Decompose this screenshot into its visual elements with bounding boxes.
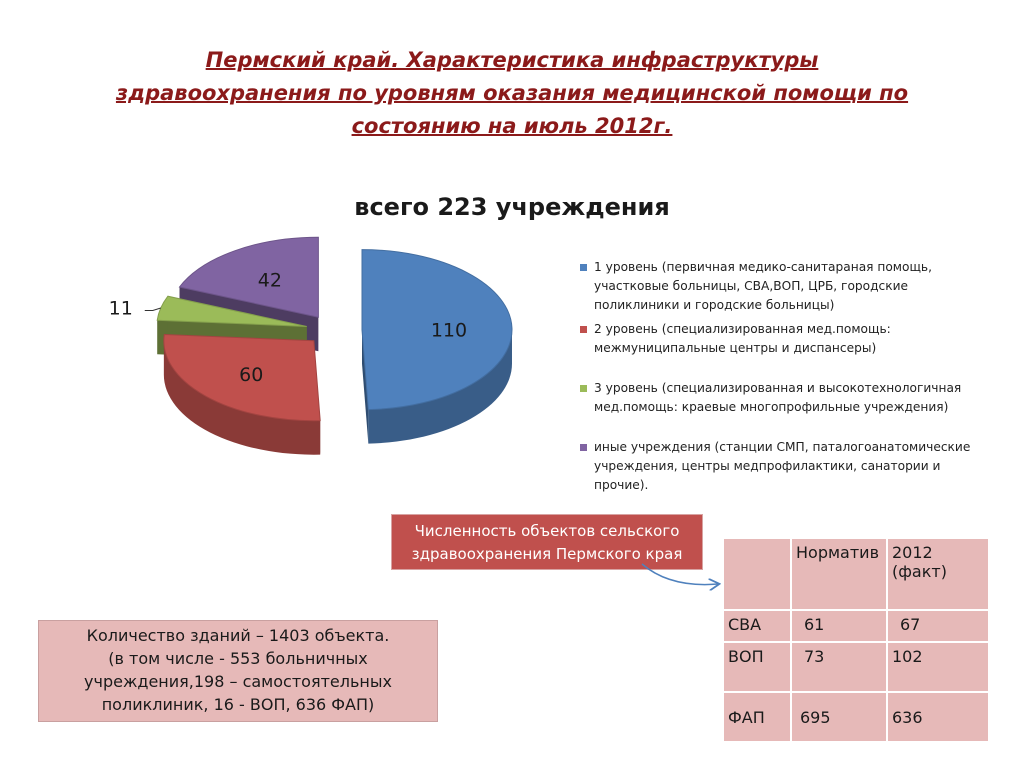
legend-text: поликлиники и городские больницы) [594,298,835,312]
buildings-line-1: Количество зданий – 1403 объекта. [86,626,390,645]
page-title [100,44,924,143]
data-label: 42 [257,269,282,292]
legend-item-level-2 [578,320,978,358]
data-label-leader [145,308,161,310]
data-label: 60 [239,363,264,386]
rural-table [722,537,990,743]
table-header-row [723,538,989,610]
table-cell-norm: 61 [791,610,887,642]
legend-item-level-3 [578,379,978,417]
legend-text: 2 уровень (специализированная мед.помощь: [594,322,891,336]
title-line-3: состоянию на июль 2012г. [351,114,673,138]
callout-line-2: здравоохранения Пермского края [411,545,683,563]
legend-text: 1 уровень (первичная медико-санитараная помощь, [594,260,932,274]
legend-text: участковые больницы, СВА,ВОП, ЦРБ, городские [594,279,909,293]
legend-text: 3 уровень (специализированная и высокотехнологичная [594,381,962,395]
chart-title: всего 223 учреждения [354,193,670,221]
table-cell-norm: 73 [791,642,887,692]
legend-text: иные учреждения (станции СМП, паталогоанатомические [594,440,971,454]
table-row [723,642,989,692]
legend-item-level-1 [578,258,978,315]
buildings-line-4: поликлиник, 16 - ВОП, 636 ФАП) [101,695,375,714]
data-label: 110 [430,319,468,342]
buildings-line-3: учреждения,198 – самостоятельных [84,672,392,691]
table-cell-fact: 102 [887,642,989,692]
buildings-info-box [38,620,438,722]
legend-swatch-level-2 [580,326,587,333]
table-cell-norm: 695 [791,692,887,742]
legend-swatch-other [580,444,587,451]
legend-swatch-level-1 [580,264,587,271]
table-cell-name: СВА [723,610,791,642]
title-line-2: здравоохранения по уровням оказания медицинской помощи по [115,81,909,105]
table-header-cell: 2012 (факт) [887,538,989,610]
callout-arrow-icon [640,562,730,598]
table-row [723,610,989,642]
table-row [723,692,989,742]
callout-line-1: Численность объектов сельского [414,522,680,540]
table-cell-name: ВОП [723,642,791,692]
buildings-line-2: (в том числе - 553 больничных [108,649,368,668]
table-cell-name: ФАП [723,692,791,742]
table-cell-fact: 636 [887,692,989,742]
legend-text: учреждения, центры медпрофилактики, санатории и [594,459,941,473]
legend-swatch-level-3 [580,385,587,392]
table-cell-fact: 67 [887,610,989,642]
data-label: 11 [108,297,133,320]
table-header-cell: Норматив [791,538,887,610]
title-line-1: Пермский край. Характеристика инфраструктуры [205,48,819,72]
pie-slice-1 [164,335,320,455]
legend-text: прочие). [594,478,649,492]
pie-chart [108,250,550,480]
legend-item-other [578,438,978,495]
pie-slice-0 [362,250,512,444]
legend-text: мед.помощь: краевые многопрофильные учреждения) [594,400,949,414]
table-header-cell [723,538,791,610]
legend-text: межмуниципальные центры и диспансеры) [594,341,877,355]
